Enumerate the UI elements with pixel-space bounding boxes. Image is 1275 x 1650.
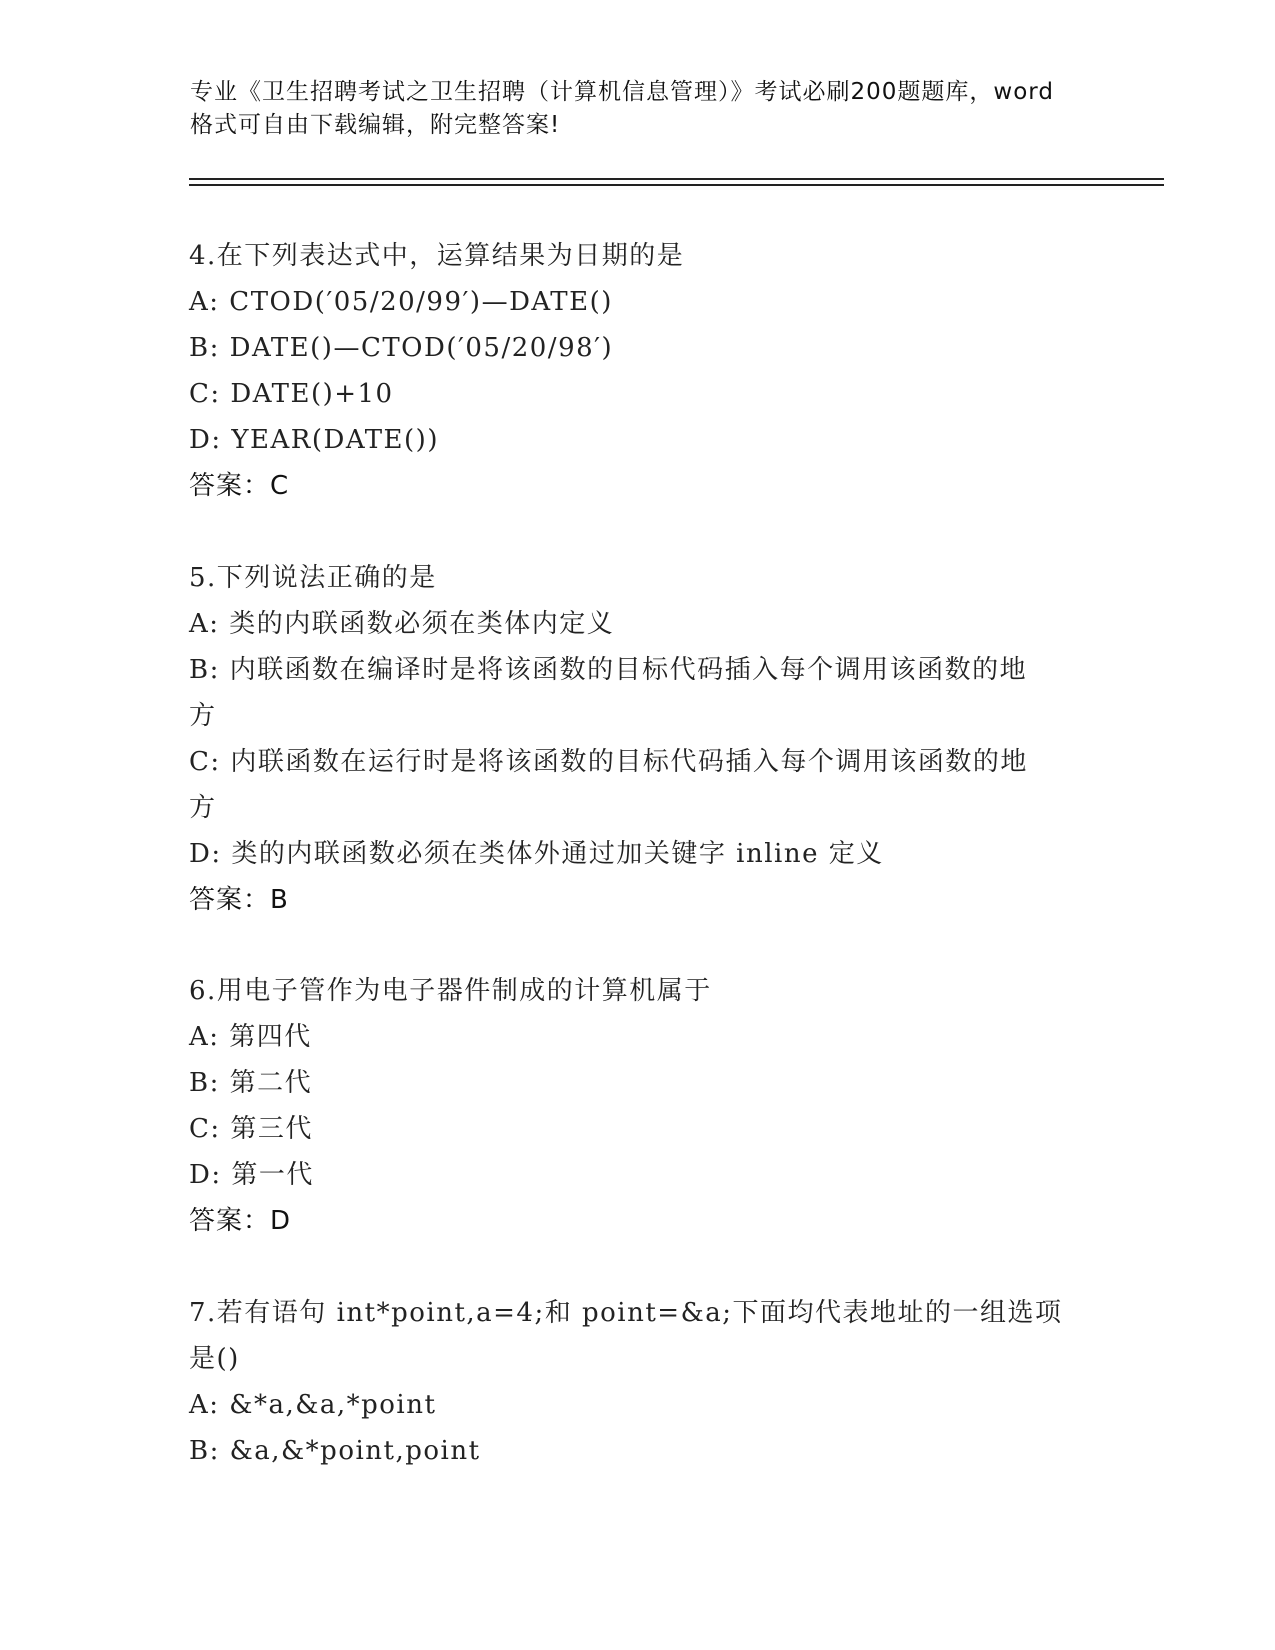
header-line-1: 专业《卫生招聘考试之卫生招聘（计算机信息管理）》考试必刷200题题库，word bbox=[190, 79, 1054, 105]
option-a: A: CTOD(′05/20/99′)—DATE() bbox=[189, 287, 613, 317]
option-c: C: 内联函数在运行时是将该函数的目标代码插入每个调用该函数的地 bbox=[189, 747, 1028, 777]
option-c-continuation: 方 bbox=[189, 793, 217, 823]
option-b: B: DATE()—CTOD(′05/20/98′) bbox=[189, 333, 614, 363]
option-a: A: 第四代 bbox=[189, 1022, 312, 1052]
question-7 bbox=[189, 1290, 1089, 1474]
question-stem: 7.若有语句 int*point,a=4;和 point=&a;下面均代表地址的一组选项 bbox=[189, 1298, 1063, 1328]
question-stem-continuation: 是() bbox=[189, 1344, 240, 1374]
option-d: D: 类的内联函数必须在类体外通过加关键字 inline 定义 bbox=[189, 839, 884, 869]
option-c: C: DATE()+10 bbox=[189, 379, 394, 409]
question-5 bbox=[189, 555, 1089, 923]
question-stem: 6.用电子管作为电子器件制成的计算机属于 bbox=[189, 976, 712, 1006]
question-stem: 4.在下列表达式中，运算结果为日期的是 bbox=[189, 241, 685, 271]
option-b-continuation: 方 bbox=[189, 701, 217, 731]
question-6 bbox=[189, 968, 1089, 1244]
header-divider-top bbox=[189, 178, 1164, 180]
option-b: B: &a,&*point,point bbox=[189, 1436, 481, 1466]
header-line-2: 格式可自由下载编辑，附完整答案! bbox=[190, 112, 561, 138]
option-d: D: YEAR(DATE()) bbox=[189, 425, 439, 455]
answer: 答案：D bbox=[189, 1206, 292, 1236]
option-a: A: &*a,&a,*point bbox=[189, 1390, 437, 1420]
answer: 答案：B bbox=[189, 885, 289, 915]
answer: 答案：C bbox=[189, 471, 290, 501]
question-4 bbox=[189, 233, 1089, 509]
header-divider-bottom bbox=[189, 184, 1164, 186]
option-d: D: 第一代 bbox=[189, 1160, 314, 1190]
option-c: C: 第三代 bbox=[189, 1114, 313, 1144]
option-b: B: 内联函数在编译时是将该函数的目标代码插入每个调用该函数的地 bbox=[189, 655, 1028, 685]
document-header bbox=[190, 76, 1090, 142]
option-a: A: 类的内联函数必须在类体内定义 bbox=[189, 609, 615, 639]
question-stem: 5.下列说法正确的是 bbox=[189, 563, 437, 593]
option-b: B: 第二代 bbox=[189, 1068, 313, 1098]
